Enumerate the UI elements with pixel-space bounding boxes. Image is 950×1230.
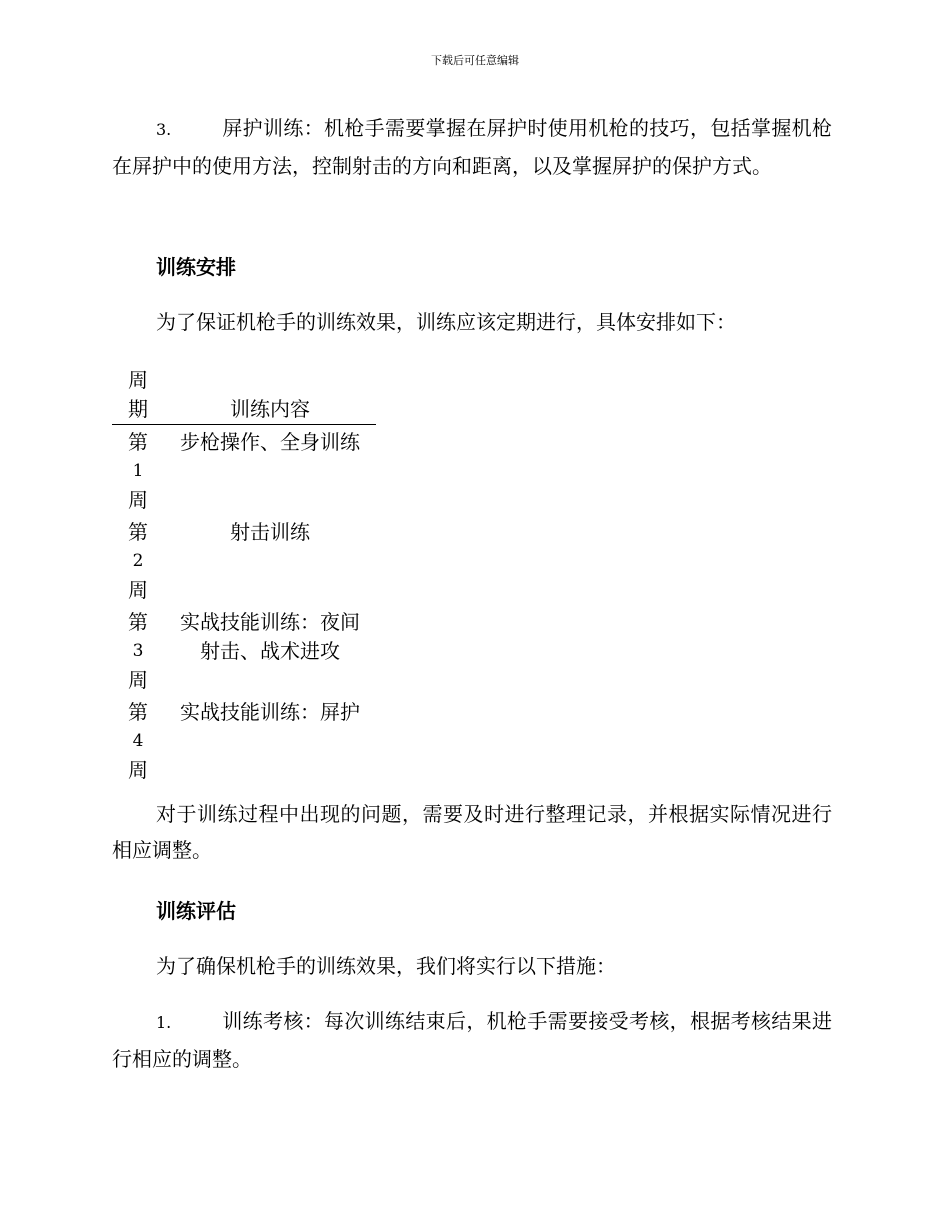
week-suffix: 周 xyxy=(128,668,148,692)
content-cell xyxy=(164,605,376,695)
schedule-table xyxy=(112,366,376,785)
week-cell xyxy=(112,605,164,695)
table-row xyxy=(112,605,376,695)
content-cell: 步枪操作、全身训练 xyxy=(180,430,360,454)
week-prefix: 第 xyxy=(128,520,148,544)
content-line1: 实战技能训练：夜间 xyxy=(180,610,360,634)
week-prefix: 第 xyxy=(128,700,148,724)
paragraph-evaluation-intro: 为了确保机枪手的训练效果，我们将实行以下措施： xyxy=(156,954,616,978)
header-week-line2: 期 xyxy=(128,397,148,421)
week-number: 2 xyxy=(132,551,144,571)
table-header-row xyxy=(112,366,376,425)
week-cell xyxy=(112,515,164,605)
table-row xyxy=(112,695,376,785)
table-row xyxy=(112,515,376,605)
week-number: 3 xyxy=(132,641,144,661)
week-cell xyxy=(112,425,164,516)
paragraph-adjust: 对于训练过程中出现的问题，需要及时进行整理记录，并根据实际情况进行相应调整。 xyxy=(112,802,832,862)
paragraph-shield-training xyxy=(112,110,832,184)
paragraph-exam xyxy=(112,1003,832,1077)
week-prefix: 第 xyxy=(128,610,148,634)
header-week xyxy=(112,366,164,425)
list-number: 3. xyxy=(156,120,172,139)
week-cell xyxy=(112,695,164,785)
paragraph-text: 屏护训练：机枪手需要掌握在屏护时使用机枪的技巧，包括掌握机枪在屏护中的使用方法，控制射击的方向和距离，以及掌握屏护的保护方式。 xyxy=(112,116,832,178)
week-number: 1 xyxy=(132,461,144,481)
content-line2: 射击、战术进攻 xyxy=(200,639,340,663)
week-suffix: 周 xyxy=(128,758,148,782)
week-suffix: 周 xyxy=(128,488,148,512)
section-heading-evaluation: 训练评估 xyxy=(156,899,236,923)
week-number: 4 xyxy=(132,731,144,751)
section-heading-schedule: 训练安排 xyxy=(156,255,236,279)
table-row xyxy=(112,425,376,516)
header-week-line1: 周 xyxy=(128,368,148,392)
paragraph-text: 训练考核：每次训练结束后，机枪手需要接受考核，根据考核结果进行相应的调整。 xyxy=(112,1009,832,1071)
list-number: 1. xyxy=(156,1013,172,1032)
paragraph-schedule-intro: 为了保证机枪手的训练效果，训练应该定期进行，具体安排如下： xyxy=(156,310,736,334)
header-content: 训练内容 xyxy=(164,366,376,425)
page-header: 下载后可任意编辑 xyxy=(431,54,519,67)
week-prefix: 第 xyxy=(128,430,148,454)
content-cell: 射击训练 xyxy=(230,520,310,544)
week-suffix: 周 xyxy=(128,578,148,602)
content-cell: 实战技能训练：屏护 xyxy=(180,700,360,724)
